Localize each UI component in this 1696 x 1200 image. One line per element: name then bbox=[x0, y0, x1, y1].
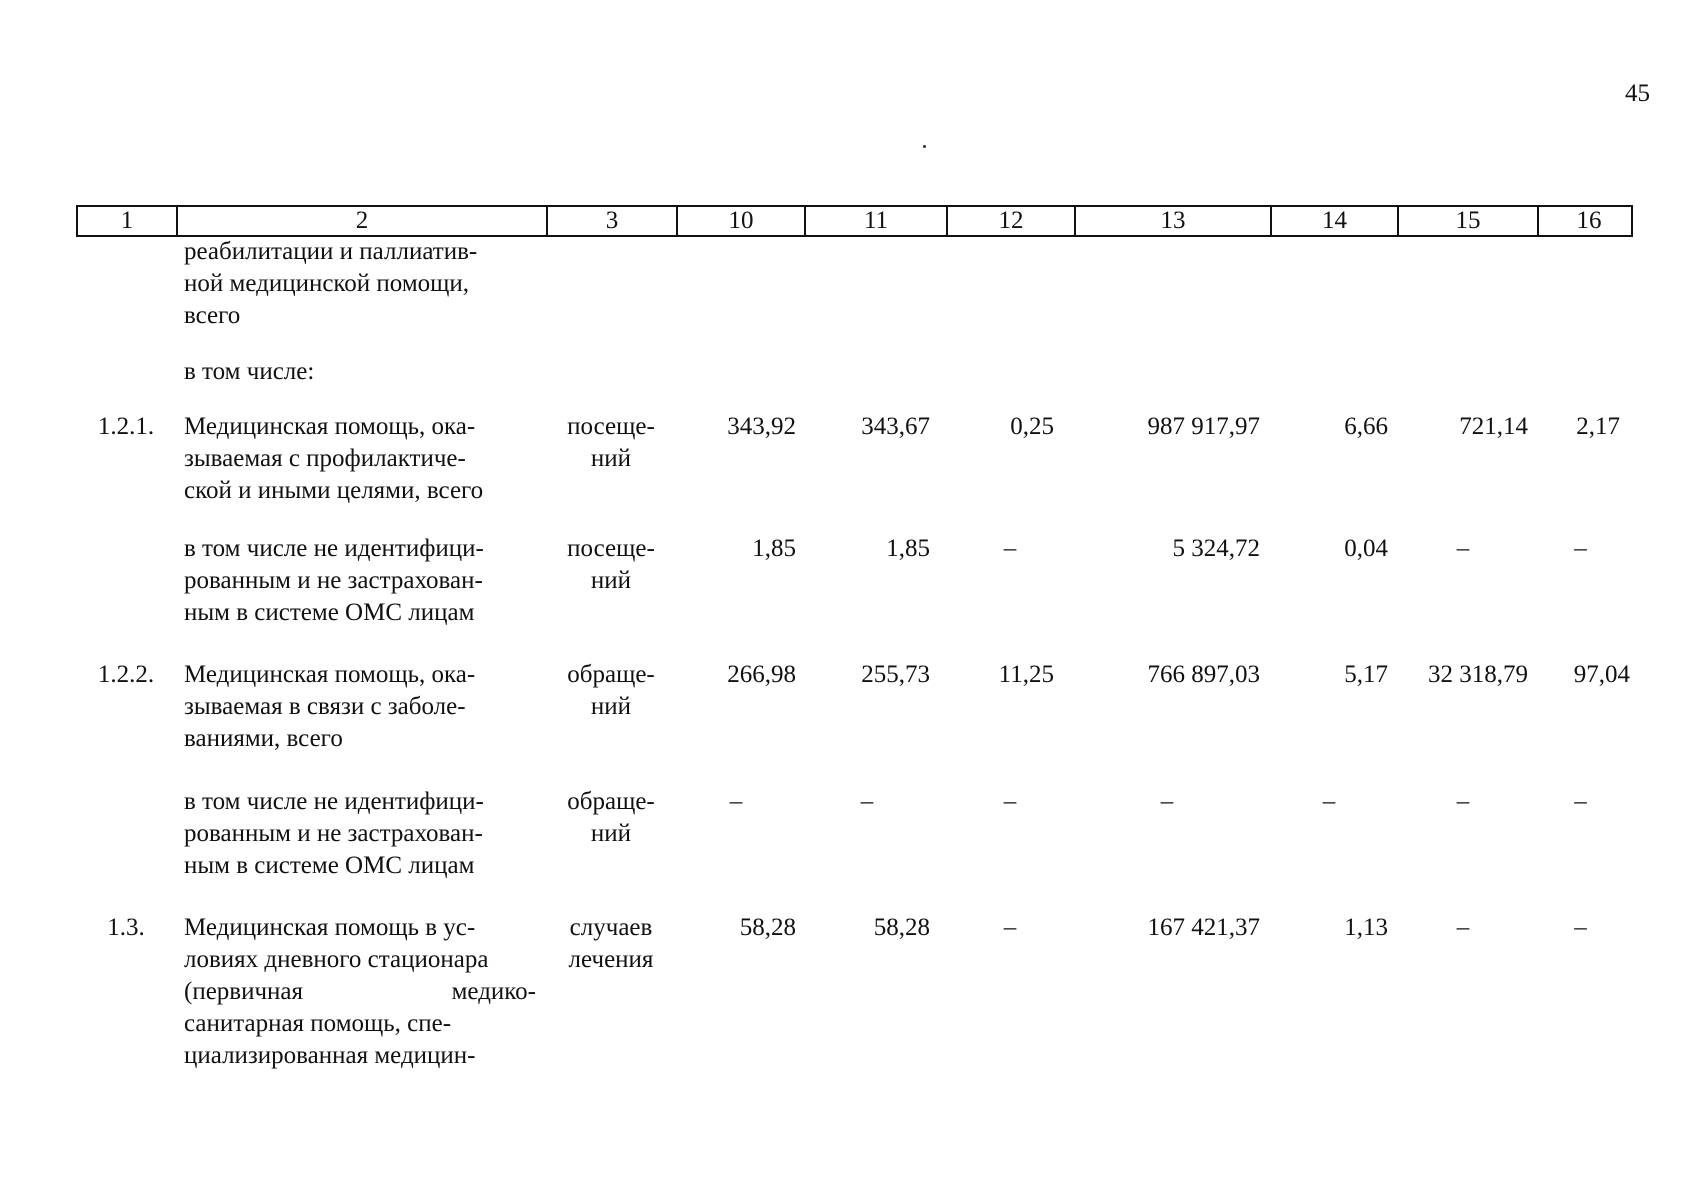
name-line: в том числе не идентифици- bbox=[184, 788, 484, 815]
header-col-11: 11 bbox=[806, 207, 948, 235]
row-unit bbox=[546, 786, 676, 850]
unit-line: ний bbox=[590, 820, 632, 847]
name-line: ной медицинской помощи, bbox=[184, 270, 470, 297]
cell-col-16: – bbox=[1574, 788, 1587, 815]
cell-col-15: – bbox=[1456, 914, 1470, 941]
cell-col-15: 32 318,79 bbox=[1428, 661, 1528, 688]
row-unit bbox=[546, 912, 676, 976]
cell-col-12: – bbox=[1003, 788, 1017, 815]
cell-col-13: 167 421,37 bbox=[1147, 914, 1260, 941]
row-name bbox=[184, 659, 536, 755]
name-line: ным в системе ОМС лицам bbox=[184, 599, 475, 626]
name-line: ловиях дневного стационара bbox=[184, 946, 489, 973]
cell-col-14: 6,66 bbox=[1344, 413, 1388, 440]
row-name bbox=[184, 912, 536, 1072]
name-line: (первичная медико- bbox=[184, 978, 536, 1005]
name-line: ваниями, всего bbox=[184, 725, 343, 752]
unit-line: ний bbox=[590, 567, 632, 594]
name-line: реабилитации и паллиатив- bbox=[184, 238, 478, 265]
cell-col-11: 255,73 bbox=[861, 661, 930, 688]
page-number: 45 bbox=[1625, 80, 1650, 107]
header-col-13: 13 bbox=[1076, 207, 1272, 235]
name-line: зываемая в связи с заболе- bbox=[184, 693, 466, 720]
name-line: Медицинская помощь, ока- bbox=[184, 413, 476, 440]
unit-line: обраще- bbox=[567, 788, 655, 815]
cell-col-16: – bbox=[1574, 535, 1587, 562]
cell-col-15: – bbox=[1456, 535, 1470, 562]
cell-col-10: 343,92 bbox=[727, 413, 796, 440]
cell-col-13: 766 897,03 bbox=[1147, 661, 1260, 688]
row-name bbox=[184, 356, 536, 388]
cell-col-16: – bbox=[1574, 914, 1587, 941]
cell-col-14: 1,13 bbox=[1344, 914, 1388, 941]
cell-col-10: 58,28 bbox=[739, 914, 796, 941]
cell-col-14: 5,17 bbox=[1344, 661, 1388, 688]
cell-col-15: – bbox=[1456, 788, 1470, 815]
name-line: Медицинская помощь в ус- bbox=[184, 914, 476, 941]
name-line: циализированная медицин- bbox=[184, 1042, 476, 1069]
unit-line: ний bbox=[590, 445, 632, 472]
name-line: в том числе: bbox=[184, 358, 315, 385]
cell-col-13: – bbox=[1160, 788, 1174, 815]
row-unit bbox=[546, 659, 676, 723]
unit-line: ний bbox=[590, 693, 632, 720]
row-number: 1.2.1. bbox=[97, 413, 155, 440]
cell-col-11: 1,85 bbox=[886, 535, 930, 562]
cell-col-16: 2,17 bbox=[1576, 413, 1620, 440]
name-line: рованным и не застрахован- bbox=[184, 567, 483, 594]
row-unit bbox=[546, 533, 676, 597]
scan-speck bbox=[923, 145, 926, 148]
cell-col-15: 721,14 bbox=[1459, 413, 1528, 440]
header-col-2: 2 bbox=[178, 207, 548, 235]
row-name bbox=[184, 236, 536, 332]
unit-line: случаев bbox=[569, 914, 653, 941]
name-line: ным в системе ОМС лицам bbox=[184, 852, 475, 879]
cell-col-14: 0,04 bbox=[1344, 535, 1388, 562]
cell-col-11: – bbox=[860, 788, 874, 815]
name-line: рованным и не застрахован- bbox=[184, 820, 483, 847]
cell-col-10: – bbox=[729, 788, 743, 815]
cell-col-13: 987 917,97 bbox=[1147, 413, 1260, 440]
cell-col-12: 11,25 bbox=[998, 661, 1054, 688]
header-col-12: 12 bbox=[948, 207, 1076, 235]
header-col-10: 10 bbox=[678, 207, 806, 235]
row-number: 1.3. bbox=[107, 914, 145, 941]
row-name bbox=[184, 411, 536, 507]
unit-line: посеще- bbox=[567, 535, 655, 562]
header-col-1: 1 bbox=[78, 207, 178, 235]
header-col-3: 3 bbox=[548, 207, 678, 235]
cell-col-10: 266,98 bbox=[727, 661, 796, 688]
cell-col-13: 5 324,72 bbox=[1172, 535, 1260, 562]
name-line: Медицинская помощь, ока- bbox=[184, 661, 476, 688]
name-line: в том числе не идентифици- bbox=[184, 535, 484, 562]
cell-col-12: 0,25 bbox=[1010, 413, 1054, 440]
cell-col-11: 58,28 bbox=[873, 914, 930, 941]
name-line: всего bbox=[184, 302, 241, 329]
cell-col-11: 343,67 bbox=[861, 413, 930, 440]
row-unit bbox=[546, 411, 676, 475]
cell-col-12: – bbox=[1003, 914, 1017, 941]
header-col-16: 16 bbox=[1576, 207, 1602, 234]
column-number-header bbox=[76, 205, 1633, 237]
header-col-14: 14 bbox=[1272, 207, 1399, 235]
cell-col-16: 97,04 bbox=[1573, 661, 1630, 688]
name-line: зываемая с профилактиче- bbox=[184, 445, 466, 472]
unit-line: посеще- bbox=[567, 413, 655, 440]
cell-col-12: – bbox=[1003, 535, 1017, 562]
row-name bbox=[184, 786, 536, 882]
cell-col-14: – bbox=[1322, 788, 1336, 815]
row-number: 1.2.2. bbox=[97, 661, 155, 688]
name-line: ской и иными целями, всего bbox=[184, 477, 484, 504]
header-col-15: 15 bbox=[1399, 207, 1539, 235]
row-name bbox=[184, 533, 536, 629]
name-line: санитарная помощь, спе- bbox=[184, 1010, 452, 1037]
unit-line: лечения bbox=[568, 946, 654, 973]
cell-col-10: 1,85 bbox=[752, 535, 796, 562]
unit-line: обраще- bbox=[567, 661, 655, 688]
